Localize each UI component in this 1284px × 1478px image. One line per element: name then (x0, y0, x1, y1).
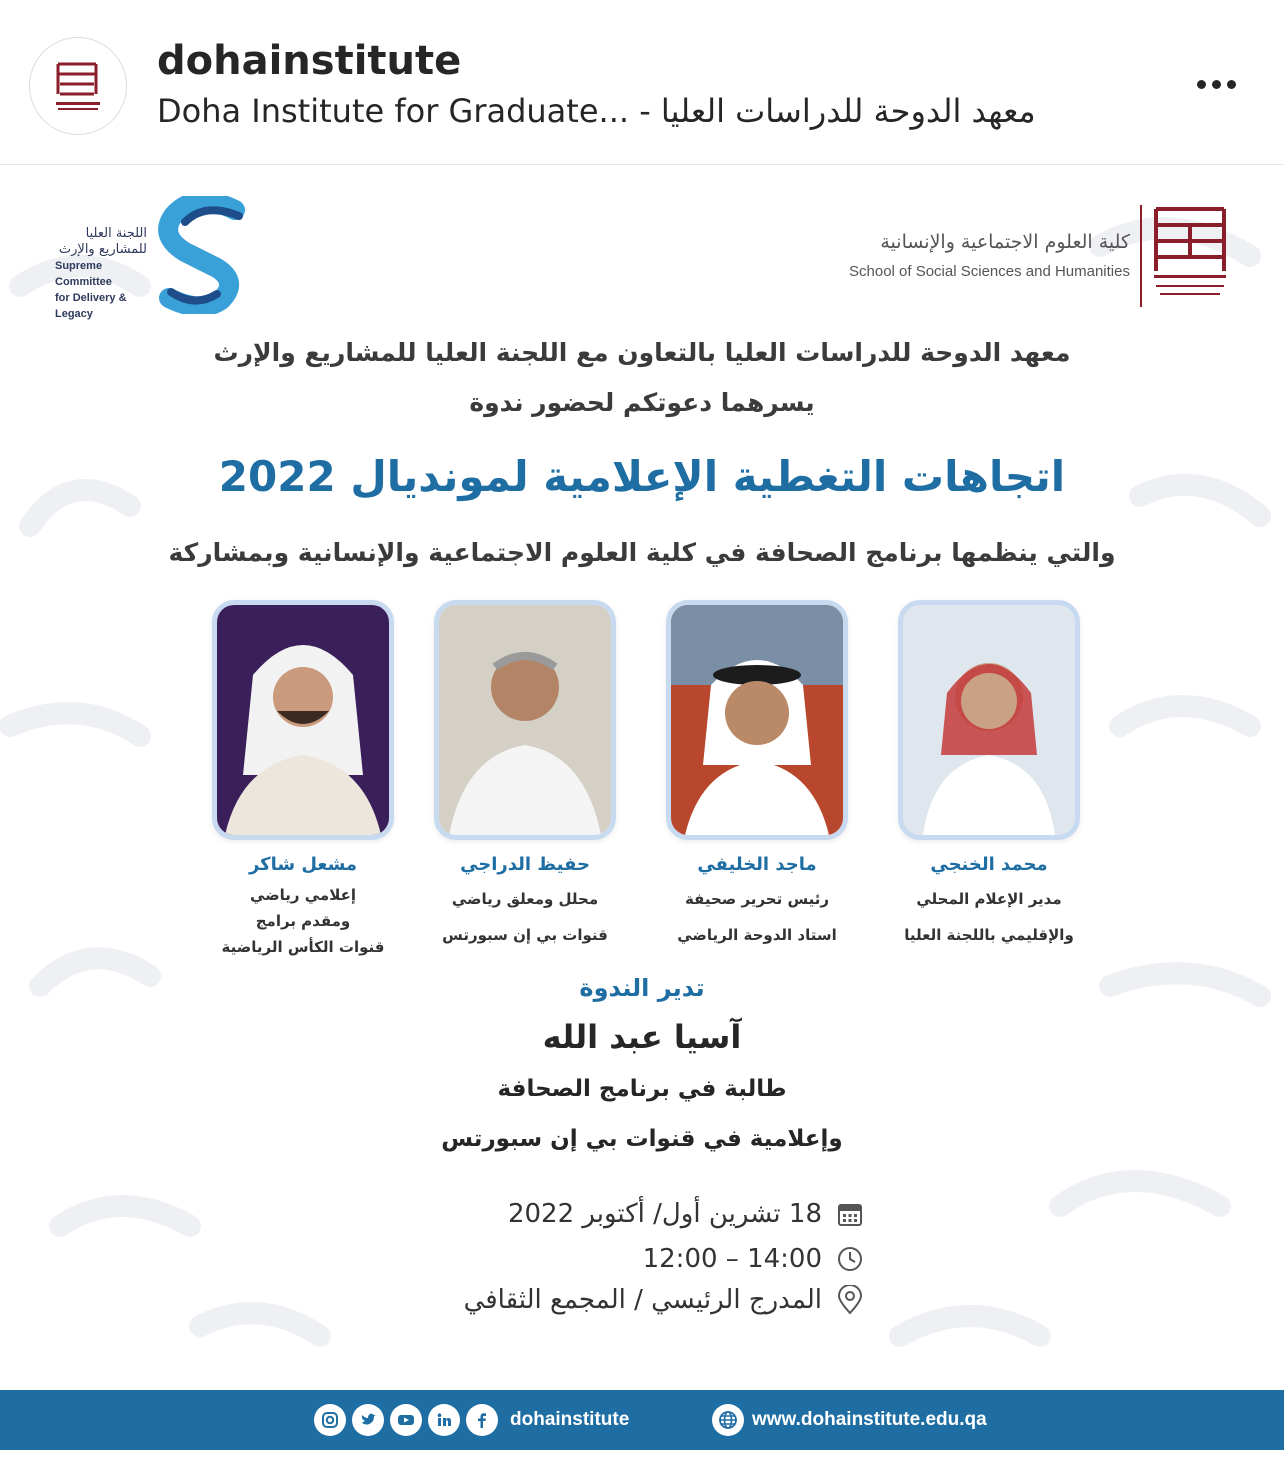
youtube-icon[interactable] (390, 1404, 422, 1436)
speaker-role: قنوات بي إن سبورتس (442, 926, 608, 944)
social-links (314, 1404, 629, 1436)
facebook-icon[interactable] (466, 1404, 498, 1436)
speaker-photo (434, 600, 616, 840)
speaker-photo (666, 600, 848, 840)
speaker-photo (898, 600, 1080, 840)
poster-footer-bar (0, 1390, 1284, 1450)
more-options-button[interactable] (1188, 64, 1244, 104)
speaker-role: إعلامي رياضي (249, 886, 357, 904)
moderator-name: آسيا عبد الله (542, 1018, 742, 1056)
school-english-name: School of Social Sciences and Humanities (849, 263, 1130, 280)
intro-line-2: يسرهما دعوتكم لحضور ندوة (469, 388, 815, 417)
event-time-row (643, 1241, 864, 1277)
account-username[interactable]: dohainstitute (157, 38, 462, 84)
speaker-role: محلل ومعلق رياضي (451, 890, 599, 908)
twitter-icon[interactable] (352, 1404, 384, 1436)
speaker-name: مشعل شاكر (248, 854, 358, 875)
speaker-role: قنوات الكأس الرياضية (221, 938, 385, 956)
location-pin-icon (836, 1286, 864, 1314)
speaker-role: والإقليمي باللجنة العليا (904, 926, 1074, 944)
event-date-row (508, 1196, 864, 1232)
clock-icon (836, 1245, 864, 1273)
doha-institute-mark-icon (1150, 201, 1230, 311)
supreme-committee-wordmark (55, 226, 155, 322)
speaker-portrait-icon (671, 605, 843, 835)
moderator-role-line-1: طالبة في برنامج الصحافة (497, 1076, 787, 1102)
speaker-role: ومقدم برامج (255, 912, 351, 930)
speaker-role: رئيس تحرير صحيفة (684, 890, 830, 908)
moderator-label: تدير الندوة (579, 974, 705, 1002)
intro-line-1: معهد الدوحة للدراسات العليا بالتعاون مع اللجنة العليا للمشاريع والإرث (213, 338, 1071, 367)
supreme-committee-english-line1: Supreme Committee (55, 260, 112, 288)
logo-divider (1140, 205, 1142, 307)
social-handle: dohainstitute (510, 1409, 630, 1430)
organizer-line: والتي ينظمها برنامج الصحافة في كلية العلوم الاجتماعية والإنسانية وبمشاركة (168, 538, 1116, 567)
linkedin-icon[interactable] (428, 1404, 460, 1436)
event-poster (0, 166, 1284, 1450)
more-dot-icon (1227, 80, 1236, 89)
instagram-icon[interactable] (314, 1404, 346, 1436)
seminar-title: اتجاهات التغطية الإعلامية لمونديال 2022 (218, 452, 1066, 501)
speaker-portrait-icon (217, 605, 389, 835)
supreme-committee-arabic-name: اللجنة العليا للمشاريع والإرث (58, 226, 147, 257)
speaker-photo (212, 600, 394, 840)
speaker-name: حفيظ الدراجي (460, 854, 590, 875)
school-arabic-name: كلية العلوم الاجتماعية والإنسانية (880, 231, 1130, 253)
supreme-committee-english-line2: for Delivery & Legacy (55, 292, 127, 320)
speaker-role: مدير الإعلام المحلي (916, 890, 1062, 908)
calendar-icon (836, 1200, 864, 1228)
supreme-committee-s-icon (155, 196, 251, 314)
account-avatar[interactable] (29, 37, 127, 135)
event-location-row (464, 1282, 864, 1318)
more-dot-icon (1212, 80, 1221, 89)
event-time: 14:00 – 12:00 (642, 1244, 822, 1274)
doha-institute-logo-icon (38, 46, 118, 126)
website-link[interactable] (712, 1404, 987, 1436)
speaker-role: استاد الدوحة الرياضي (677, 926, 837, 944)
website-url[interactable]: www.dohainstitute.edu.qa (752, 1409, 987, 1430)
moderator-role-line-2: وإعلامية في قنوات بي إن سبورتس (441, 1126, 843, 1152)
speaker-portrait-icon (439, 605, 611, 835)
speaker-portrait-icon (903, 605, 1075, 835)
school-logo (840, 201, 1260, 311)
supreme-committee-logo (55, 196, 255, 320)
speaker-name: ماجد الخليفي (697, 854, 817, 875)
globe-icon (712, 1404, 744, 1436)
account-subtitle: Doha Institute for Graduate... - معهد الدوحة للدراسات العليا (157, 92, 1036, 130)
event-location: المدرج الرئيسي / المجمع الثقافي (463, 1285, 822, 1315)
post-header (0, 0, 1284, 165)
event-date: 18 تشرين أول/ أكتوبر 2022 (507, 1199, 822, 1229)
more-dot-icon (1197, 80, 1206, 89)
speaker-name: محمد الخنجي (930, 854, 1048, 875)
